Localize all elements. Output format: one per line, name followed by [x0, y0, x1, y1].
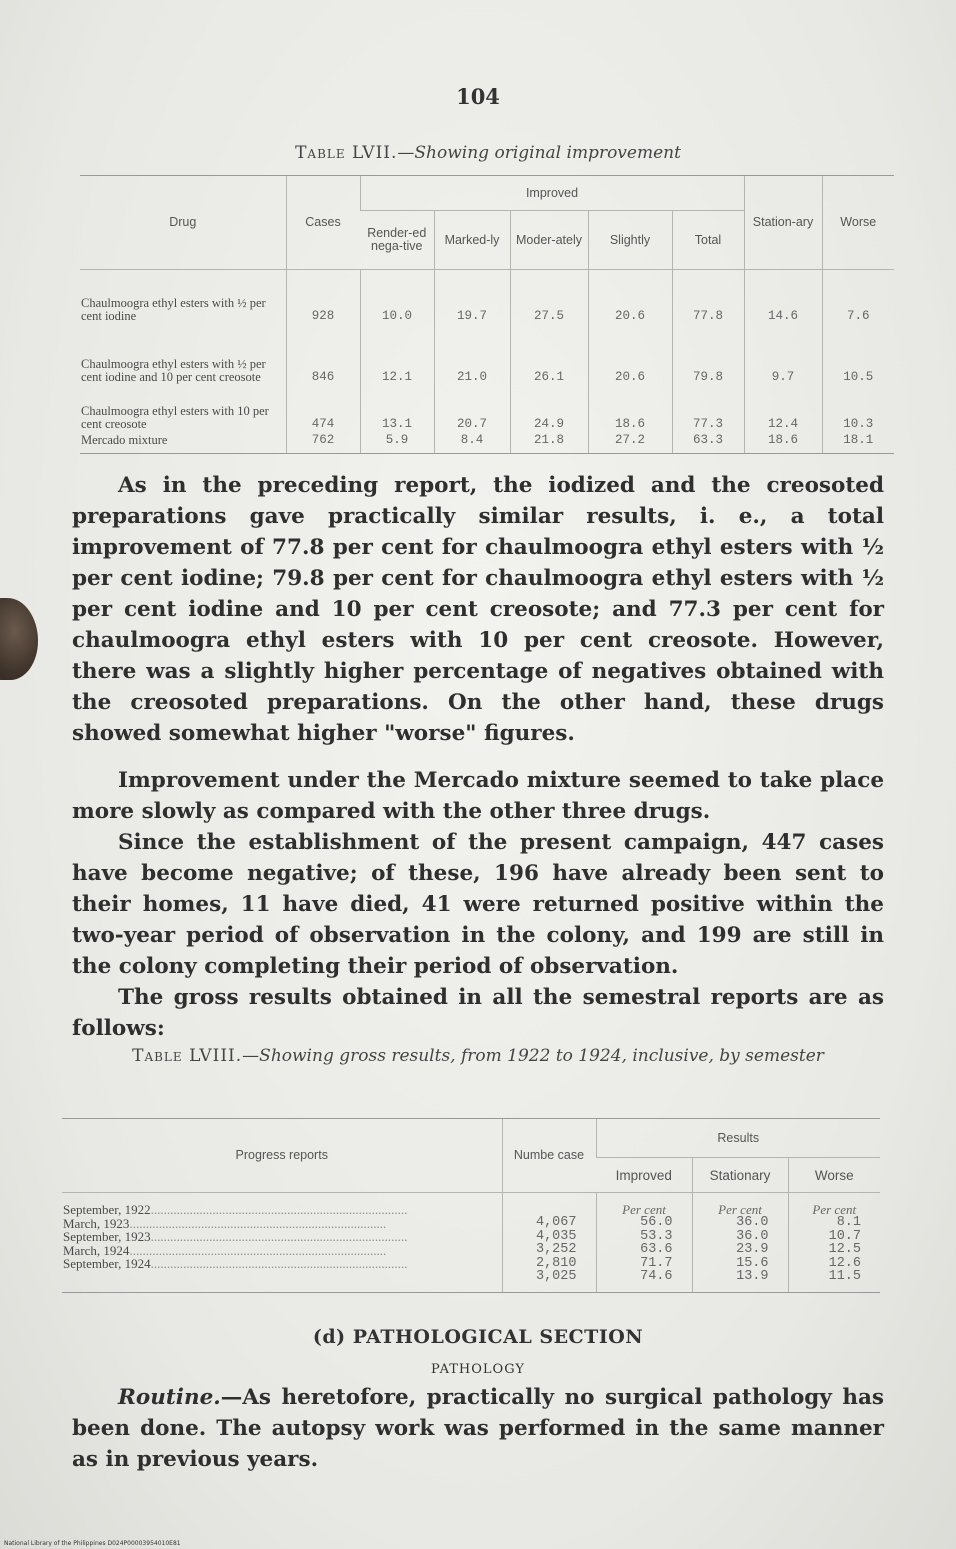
improved-column [596, 1193, 692, 1293]
paragraph-4: The gross results obtained in all the semestral reports are as follows: [72, 985, 884, 1041]
cases-value: 2,810 [535, 1255, 577, 1271]
col-moderately: Moder-ately [510, 211, 588, 270]
stationary-value: 13.9 [736, 1269, 769, 1285]
report-label: March, 1923 [63, 1215, 130, 1231]
drug-name: Mercado mixture [80, 432, 286, 454]
routine-text: —As heretofore, practically no surgical pathology has been done. The autopsy work was performed in the same manner as in previous years. [72, 1385, 884, 1472]
negative-cell: 12.1 [360, 327, 434, 390]
list-item: September, 1923 ............................................................................... [63, 1229, 408, 1245]
table-lvii-caption [120, 143, 856, 163]
col-total: Total [672, 211, 744, 270]
markedly-cell: 21.0 [434, 327, 510, 390]
cases-cell: 928 [286, 270, 360, 328]
report-label: September, 1924 [63, 1256, 151, 1272]
negative-cell: 10.0 [360, 270, 434, 328]
improved-value: 74.6 [640, 1269, 673, 1285]
col-slightly: Slightly [588, 211, 672, 270]
drug-name: Chaulmoogra ethyl esters with ½ per cent iodine [81, 296, 266, 323]
section-heading: (d) PATHOLOGICAL SECTION [312, 1326, 644, 1348]
col-number-cases: Numbe case [502, 1119, 596, 1193]
stationary-value: 36.0 [736, 1228, 769, 1244]
table-lviii [62, 1118, 880, 1293]
worse-value: 12.5 [828, 1242, 861, 1258]
col-stationary: Stationary [692, 1158, 788, 1193]
worse-value: 8.1 [836, 1215, 861, 1230]
improved-value: 56.0 [640, 1215, 673, 1230]
table-row [80, 270, 894, 328]
cases-cell: 846 [286, 327, 360, 390]
slightly-cell: 20.6 [588, 270, 672, 328]
col-improved: Improved [360, 176, 744, 211]
moderately-cell: 21.8 [510, 432, 588, 454]
total-cell: 79.8 [672, 327, 744, 390]
markedly-cell: 19.7 [434, 270, 510, 328]
total-cell: 77.3 [672, 390, 744, 432]
cases-value: 4,067 [535, 1215, 577, 1230]
unit-label: Per cent [622, 1202, 666, 1217]
table-lvii-title: —Showing original improvement [397, 143, 681, 163]
table-lviii-label: Table LVIII. [132, 1046, 243, 1066]
unit-label: Per cent [718, 1202, 762, 1217]
drug-name: Chaulmoogra ethyl esters with 10 per cent creosote [81, 404, 269, 431]
col-worse: Worse [788, 1158, 880, 1193]
stationary-cell: 18.6 [744, 432, 822, 454]
paragraph-2: Improvement under the Mercado mixture seemed to take place more slowly as compared with the other three drugs. [72, 768, 884, 824]
stationary-value: 15.6 [736, 1255, 769, 1271]
total-cell: 77.8 [672, 270, 744, 328]
table-body-row [62, 1193, 880, 1293]
moderately-cell: 27.5 [510, 270, 588, 328]
worse-cell: 10.5 [822, 327, 894, 390]
col-worse: Worse [822, 176, 894, 270]
total-cell: 63.3 [672, 432, 744, 454]
drug-name: Chaulmoogra ethyl esters with ½ per cent iodine and 10 per cent creosote [81, 357, 266, 384]
table-row [80, 390, 894, 432]
stationary-column [692, 1193, 788, 1293]
cases-cell: 474 [286, 390, 360, 432]
negative-cell: 5.9 [360, 432, 434, 454]
stationary-value: 23.9 [736, 1242, 769, 1258]
list-item: March, 1923 ............................................................................... [63, 1215, 387, 1231]
improved-value: 63.6 [640, 1242, 673, 1258]
col-improved: Improved [596, 1158, 692, 1193]
paragraph-1: As in the preceding report, the iodized and the creosoted preparations gave practically similar results, i. e., a total improvement of 77.8 per cent for chaulmoogra ethyl esters with ½ per cent iodine; 79.8 per cent for chaulmoogra ethyl esters with ½ per cent iodine and 10 per cent creosote; and 77.3 per cent for chaulmoogra ethyl esters with 10 per cent creosote. However, there was a slightly higher percentage of negatives obtained with the creosoted preparations. On the other hand, these drugs showed somewhat higher "worse" figures. [72, 473, 884, 746]
stationary-cell: 12.4 [744, 390, 822, 432]
table-lviii-caption [100, 1044, 856, 1068]
thumb-mark [0, 598, 38, 680]
list-item: September, 1924 ............................................................................... [63, 1256, 408, 1272]
report-label: September, 1923 [63, 1229, 151, 1245]
table-row [80, 327, 894, 390]
col-progress-reports: Progress reports [62, 1119, 502, 1193]
improved-value: 71.7 [640, 1255, 673, 1271]
cases-value: 4,035 [535, 1228, 577, 1244]
worse-cell: 18.1 [822, 432, 894, 454]
worse-cell: 10.3 [822, 390, 894, 432]
cases-value: 3,025 [535, 1269, 577, 1285]
list-item: September, 1922 ............................................................................... [63, 1202, 408, 1217]
slightly-cell: 20.6 [588, 327, 672, 390]
table-lvii [80, 175, 894, 454]
col-cases: Cases [286, 176, 360, 270]
col-drug: Drug [80, 176, 286, 270]
worse-value: 11.5 [828, 1269, 861, 1285]
cases-cell: 762 [286, 432, 360, 454]
runin-label: Routine. [118, 1385, 221, 1410]
page-number: 104 [456, 84, 500, 109]
stationary-value: 36.0 [736, 1215, 769, 1230]
table-lvii-label: Table LVII. [295, 143, 398, 163]
cases-value: 3,252 [535, 1242, 577, 1258]
stationary-cell: 14.6 [744, 270, 822, 328]
footer-credit: National Library of the Philippines D024P00003954010E81 [4, 1540, 181, 1547]
table-lviii-title: —Showing gross results, from 1922 to 1924, inclusive, by semester [242, 1046, 824, 1066]
table-row [80, 432, 894, 454]
worse-cell: 7.6 [822, 270, 894, 328]
slightly-cell: 18.6 [588, 390, 672, 432]
list-item: March, 1924 ............................................................................... [63, 1242, 387, 1258]
col-stationary: Station-ary [744, 176, 822, 270]
col-results: Results [596, 1119, 880, 1158]
unit-label: Per cent [812, 1202, 857, 1217]
improved-value: 53.3 [640, 1228, 673, 1244]
cases-column [502, 1193, 596, 1293]
col-markedly: Marked-ly [434, 211, 510, 270]
col-rendered-negative: Render-ed nega-tive [360, 211, 434, 270]
report-label: September, 1922 [63, 1202, 151, 1217]
slightly-cell: 27.2 [588, 432, 672, 454]
moderately-cell: 24.9 [510, 390, 588, 432]
markedly-cell: 20.7 [434, 390, 510, 432]
report-label: March, 1924 [63, 1242, 130, 1258]
worse-value: 10.7 [828, 1228, 861, 1244]
worse-value: 12.6 [828, 1255, 861, 1271]
negative-cell: 13.1 [360, 390, 434, 432]
stationary-cell: 9.7 [744, 327, 822, 390]
markedly-cell: 8.4 [434, 432, 510, 454]
routine-paragraph [72, 1382, 884, 1475]
moderately-cell: 26.1 [510, 327, 588, 390]
reports-column [62, 1193, 502, 1293]
worse-column [788, 1193, 880, 1293]
section-subheading: PATHOLOGY [431, 1362, 525, 1377]
paragraph-3: Since the establishment of the present campaign, 447 cases have become negative; of these, 196 have already been sent to their homes, 11 have died, 41 were returned positive within the two-year period of observation in the colony, and 199 are still in the colony completing their period of observation. [72, 830, 884, 979]
